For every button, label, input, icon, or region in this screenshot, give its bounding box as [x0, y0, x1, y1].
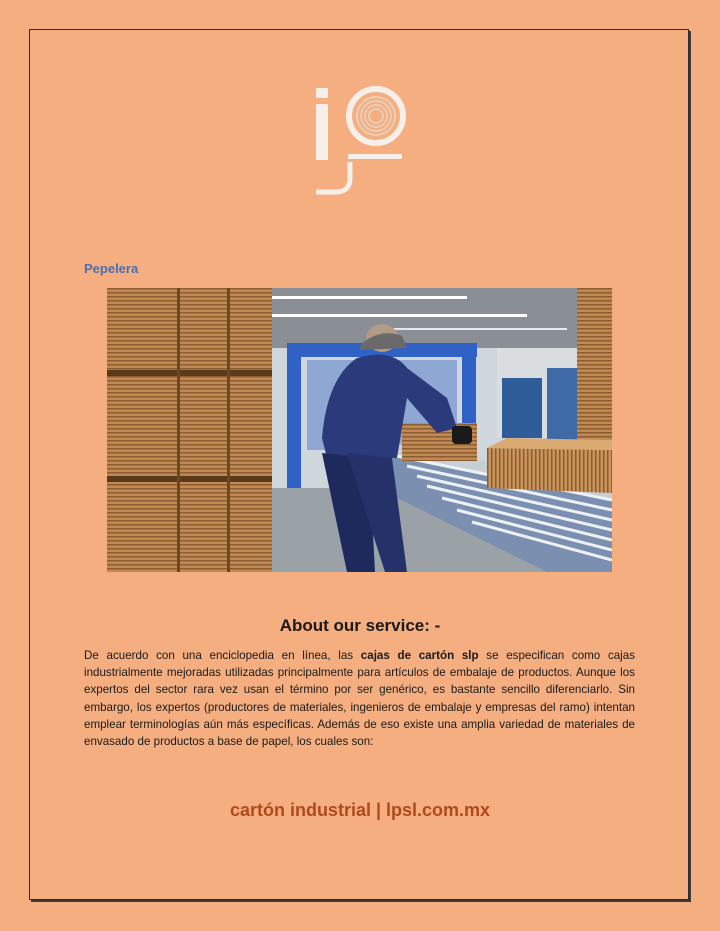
- company-logo: [310, 82, 410, 200]
- footer-link[interactable]: cartón industrial | lpsl.com.mx: [229, 800, 491, 820]
- paragraph-rest: se especifican como cajas industrialmente mejoradas utilizadas principalmente para artículos de embalaje de productos. Aunque los expertos del sector rara vez usan el término por ser genérico, es bastante sencillo diferenciarlo. Sin embargo, los expertos (productores de materiales, ingenieros de embalaje y empresas del ramo) intentan emplear terminologías aún más específicas. Además de eso existe una amplia variedad de materiales de envasado de productos a base de papel, los cuales son:: [84, 649, 636, 749]
- section-label[interactable]: Pepelera: [84, 261, 139, 276]
- service-paragraph: [84, 647, 635, 750]
- paragraph-intro: De acuerdo con una enciclopedia en línea, las: [84, 649, 361, 662]
- paragraph-keyword: cajas de cartón slp: [360, 649, 479, 662]
- section-heading: About our service: -: [279, 616, 441, 635]
- warehouse-photo: [107, 288, 612, 572]
